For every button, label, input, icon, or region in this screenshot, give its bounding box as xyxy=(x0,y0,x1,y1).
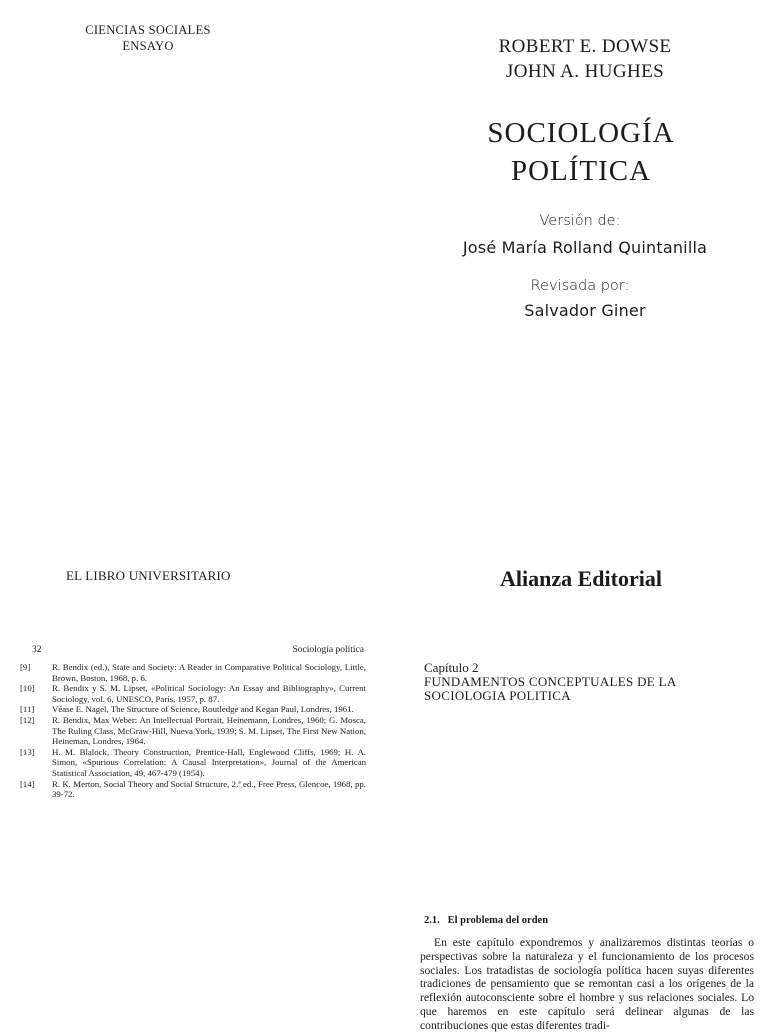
note-text: R. Bendix, Max Weber: An Intellectual Portrait, Heinemann, Londres, 1960; G. Mosca, The Ruling Class, McGraw-Hill, Nueva York, 1939; S. M. Lipset, The First New Nation, Heineman, Londres, 1964. xyxy=(52,714,366,747)
note-number: [9] xyxy=(20,662,31,672)
authors xyxy=(450,34,720,84)
note-number: [10] xyxy=(20,683,35,694)
note-item xyxy=(20,683,366,704)
page-number: 32 xyxy=(32,645,42,655)
title-line-1: SOCIOLOGÍA xyxy=(487,117,675,149)
series-line-2: ENSAYO xyxy=(122,39,174,53)
version-label: Versión de: xyxy=(539,213,621,229)
book-title xyxy=(450,114,712,190)
note-item xyxy=(20,715,366,747)
translator-name: José María Rolland Quintanilla xyxy=(462,238,708,257)
note-text: R. K. Merton, Social Theory and Social Structure, 2.ª ed., Free Press, Glencoe, 1968, pp. 39-72. xyxy=(52,778,366,800)
note-item xyxy=(20,662,366,683)
title-line-2: POLÍTICA xyxy=(510,155,652,187)
author-1: ROBERT E. DOWSE xyxy=(498,36,672,57)
notes-list xyxy=(20,662,366,800)
note-text: Véase E. Nagel, The Structure of Science, Routledge and Kegan Paul, Londres, 1961. xyxy=(52,704,354,715)
author-2: JOHN A. HUGHES xyxy=(505,61,665,82)
note-item xyxy=(20,704,366,715)
note-text: H. M. Blalock, Theory Construction, Prentice-Hall, Englewood Cliffs, 1969; H. A. Simon, «Spurious Correlation: A Causal Interpretation», Journal of the American Statistical Association, 49, 467-479 (1954). xyxy=(52,746,366,778)
note-number: [11] xyxy=(20,704,35,715)
chapter-title xyxy=(424,675,724,703)
note-item xyxy=(20,747,366,779)
series-line-1: CIENCIAS SOCIALES xyxy=(85,23,211,37)
body-paragraph: En este capítulo expondremos y analizaremos distintas teorías o perspectivas sobre la naturaleza y el funcionamiento de los procesos sociales. Los tratadistas de sociología política hacen suyas diferentes tradiciones de pensamiento que se remontan casi a los orígenes de la reflexión autoconsciente sobre el hombre y sus relaciones sociales. Lo que haremos en este capítulo será delinear algunas de las contribuciones que estas diferentes tradi- xyxy=(420,936,754,1032)
revised-label: Revisada por: xyxy=(530,278,630,294)
chapter-title-line-1: FUNDAMENTOS CONCEPTUALES DE LA xyxy=(424,674,677,689)
note-item xyxy=(20,779,366,800)
section-heading: 2.1. El problema del orden xyxy=(424,915,549,926)
running-head: Sociología política xyxy=(292,645,364,655)
note-text: R. Bendix (ed.), State and Society: A Reader in Comparative Political Sociology, Little, Brown, Boston, 1968, p. 6. xyxy=(52,662,366,683)
note-number: [12] xyxy=(20,714,35,725)
series-label xyxy=(60,22,236,54)
publisher-name: Alianza Editorial xyxy=(500,566,662,591)
note-text: R. Bendix y S. M. Lipset, «Political Sociology: An Essay and Bibliography», Current Sociology, vol. 6, UNESCO, París, 1957, p. 87. xyxy=(52,683,366,704)
chapter-title-line-2: SOCIOLOGIA POLITICA xyxy=(424,688,571,703)
note-number: [13] xyxy=(20,746,35,757)
note-number: [14] xyxy=(20,778,35,789)
collection-name: EL LIBRO UNIVERSITARIO xyxy=(66,568,231,583)
chapter-label: Capítulo 2 xyxy=(424,660,479,675)
reviser-name: Salvador Giner xyxy=(524,301,646,320)
